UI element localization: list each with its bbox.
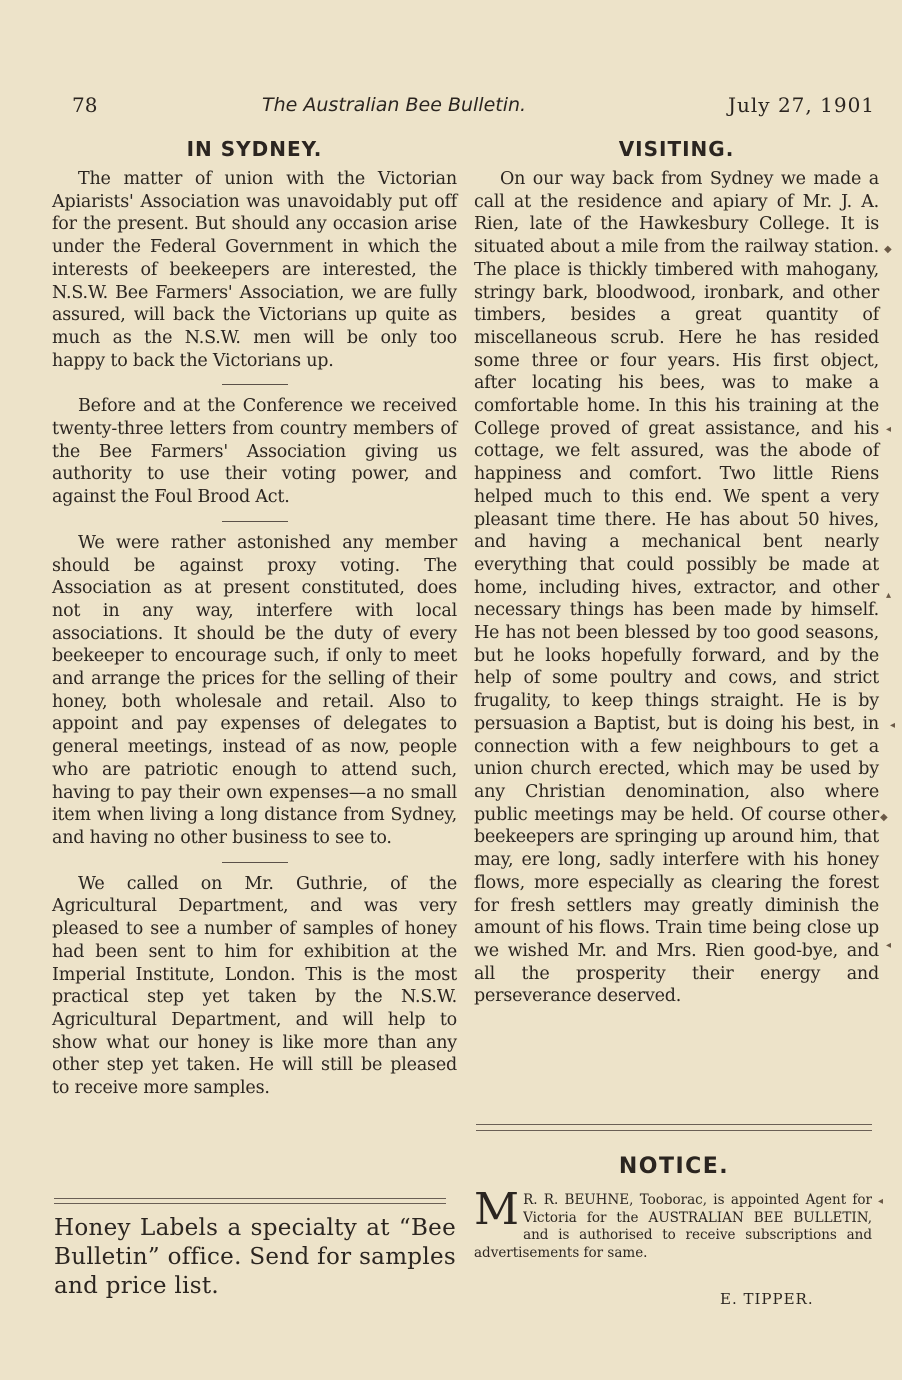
conference-paragraph: Before and at the Conference we received twenty-three letters from country members of the Bee Farmers' Association giving us authority to use their voting power, and against the Foul Brood Act. (52, 396, 457, 508)
page-edge-mark: ◂ (886, 424, 892, 435)
publication-title: The Australian Bee Bulletin. (262, 94, 527, 116)
notice-body (474, 1184, 872, 1262)
in-sydney-heading: IN SYDNEY. (186, 137, 323, 161)
notice-top-rule (476, 1124, 872, 1125)
page-number: 78 (72, 93, 98, 117)
page-edge-mark: ◂ (886, 940, 892, 951)
honey-labels-advert: Honey Labels a specialty at “Bee Bulletin” office. Send for samples and price list. (54, 1215, 456, 1299)
notice-dropcap: M (474, 1184, 520, 1235)
page-edge-mark: ▴ (886, 590, 892, 601)
page-edge-mark: ◆ (880, 812, 888, 823)
notice-heading: NOTICE. (618, 1154, 730, 1179)
right-column (474, 136, 879, 1008)
notice-signature: E. TIPPER. (720, 1290, 814, 1308)
page-edge-mark: ◂ (878, 1196, 884, 1207)
union-paragraph: The matter of union with the Victorian Apiarists' Association was unavoidably put off for the present. But should any occasion arise under the Federal Government in which the interests of beekeepers are interested, the N.S.W. Bee Farmers' Association, we are fully assured, will back the Victorians up quite as much as the N.S.W. men will be only too happy to back the Victorians up. (52, 169, 457, 371)
visiting-heading: VISITING. (618, 137, 735, 161)
section-divider (222, 521, 288, 522)
proxy-voting-paragraph: We were rather astonished any member should be against proxy voting. The Association as at present constituted, does not in any way, interfere with local associations. It should be the duty of every beekeeper to encourage such, if only to meet and arrange the prices for the selling of their honey, both wholesale and retail. Also to appoint and pay expenses of delegates to general meetings, instead of as now, people who are patriotic enough to attend such, having to pay their own expenses—a no small item when living a long distance from Sydney, and having no other business to see to. (52, 532, 457, 848)
section-divider (222, 862, 288, 863)
section-divider (222, 384, 288, 385)
left-column (52, 136, 457, 1100)
visiting-paragraph: On our way back from Sydney we made a call at the residence and apiary of Mr. J. A. Rien, late of the Hawkesbury College. It is situated about a mile from the railway station. The place is thickly timbered with mahogany, stringy bark, bloodwood, ironbark, and other timbers, besides a great quantity of miscellaneous scrub. Here he has resided some three or four years. His first object, after locating his bees, was to make a comfortable home. In this his training at the College proved of great assistance, and his cottage, we felt assured, was the abode of happiness and comfort. Two little Riens helped much to this end. We spent a very pleasant time there. He has about 50 hives, and having a mechanical bent nearly everything that could possibly be made at home, including hives, extractor, and other necessary things has been made by himself. He has not been blessed by too good seasons, but he looks hopefully forward, and by the help of some poultry and cows, and strict frugality, to keep things straight. He is by persuasion a Baptist, but is doing his best, in connection with a few neighbours to get a union church erected, which may be used by any Christian denomination, also where public meetings may be held. Of course other beekeepers are springing up around him, that may, ere long, sadly interfere with his honey flows, more especially as clearing the forest for fresh settlers may greatly diminish the amount of his flows. Train time being close up we wished Mr. and Mrs. Rien good-bye, and all the prosperity their energy and perseverance deserved. (474, 169, 879, 1007)
page-edge-mark: ◆ (884, 244, 892, 255)
notice-top-rule-2 (476, 1130, 872, 1131)
issue-date: July 27, 1901 (728, 93, 876, 117)
notice-text: R. R. BEUHNE, Tooborac, is appointed Agent for Victoria for the AUSTRALIAN BEE BULLETIN, and is authorised to receive subscriptions and advertisements for same. (474, 1192, 872, 1261)
page-edge-mark: ◂ (890, 720, 896, 731)
advert-top-rule (54, 1198, 446, 1199)
advert-top-rule-2 (54, 1203, 446, 1204)
guthrie-paragraph: We called on Mr. Guthrie, of the Agricultural Department, and was very pleased to see a number of samples of honey had been sent to him for exhibition at the Imperial Institute, London. This is the most practical step yet taken by the N.S.W. Agricultural Department, and will help to show what our honey is like more than any other step yet taken. He will still be pleased to receive more samples. (52, 873, 457, 1099)
